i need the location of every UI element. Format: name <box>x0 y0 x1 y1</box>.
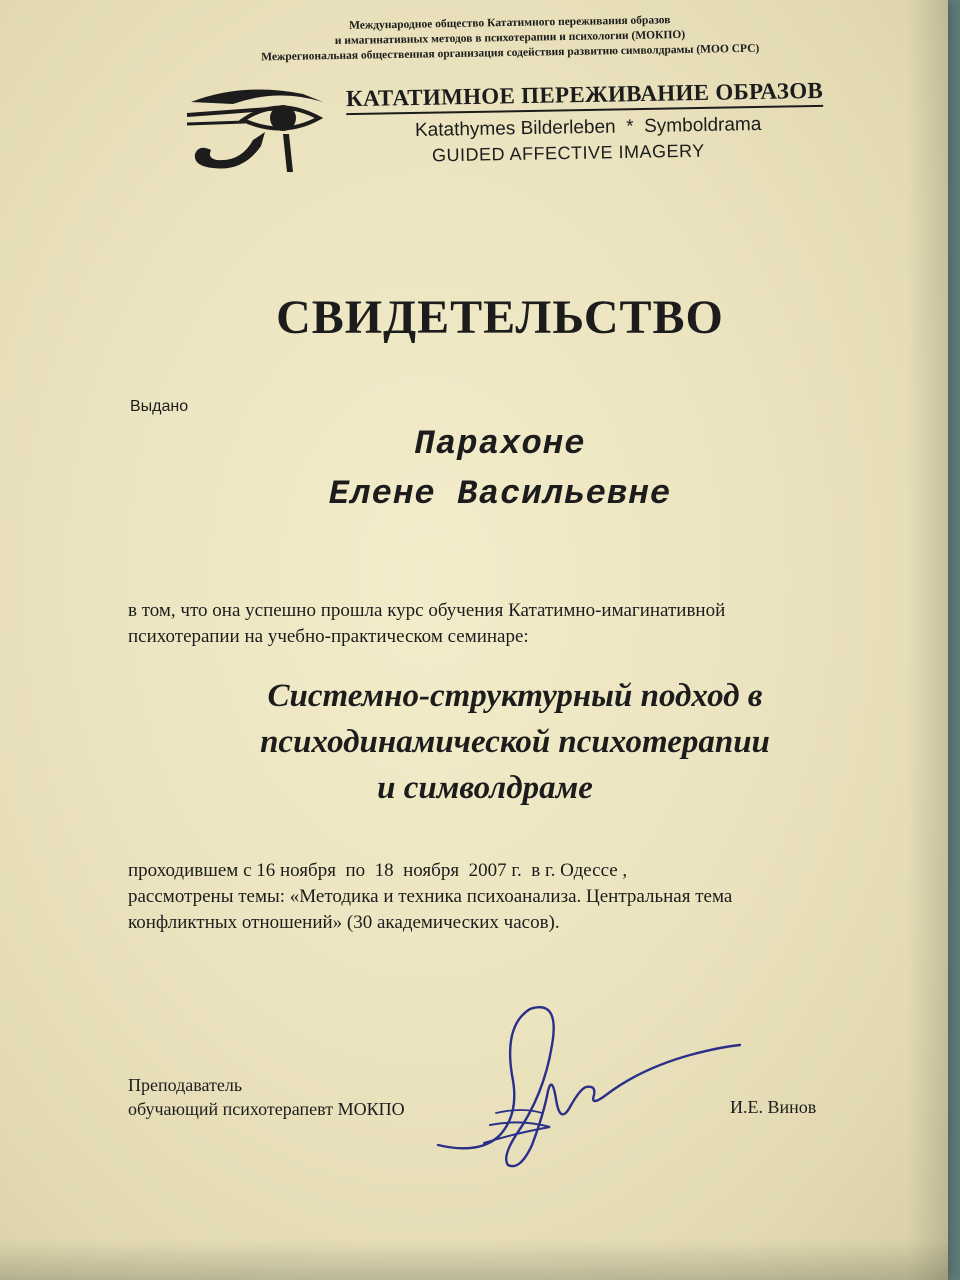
method-subtitle-german: Katathymes Bilderleben * Symboldrama <box>414 113 762 142</box>
teacher-title-line-1: Преподаватель <box>128 1075 243 1095</box>
handwritten-signature <box>420 995 760 1175</box>
page-bottom-shadow <box>0 1240 948 1280</box>
recipient-surname: Парахоне <box>414 426 586 464</box>
course-title-line-1: Системно-структурный подход в <box>267 678 763 714</box>
course-title-line-3: и символдраме <box>377 770 593 806</box>
teacher-title <box>128 1073 405 1121</box>
details-line-3: конфликтных отношений» (30 академических часов). <box>128 912 560 933</box>
completion-statement <box>128 598 888 650</box>
details-line-2: рассмотрены темы: «Методика и техника психоанализа. Центральная тема <box>128 886 733 907</box>
recipient-given-names: Елене Васильевне <box>328 476 672 514</box>
teacher-name: И.Е. Винов <box>730 1097 817 1117</box>
course-details <box>128 858 888 936</box>
statement-line-2: психотерапии на учебно-практическом семинаре: <box>128 626 529 647</box>
org-line-1: Международное общество Кататимного переживания образов <box>348 14 671 32</box>
eye-of-horus-icon <box>183 80 333 180</box>
document-title: СВИДЕТЕЛЬСТВО <box>276 291 724 344</box>
course-title-line-2: психодинамической психотерапии <box>260 724 770 760</box>
method-subtitle-english: GUIDED AFFECTIVE IMAGERY <box>431 140 705 166</box>
recipient-name <box>200 420 800 520</box>
details-line-1: проходившем с 16 ноября по 18 ноября 2007 г. в г. Одессе , <box>128 860 628 881</box>
course-title <box>170 673 860 811</box>
org-line-3: Межрегиональная общественная организация содействия развитию символдрамы (МОО СРС) <box>261 42 760 64</box>
teacher-title-line-2: обучающий психотерапевт МОКПО <box>128 1099 405 1119</box>
page-edge-shadow <box>908 0 948 1280</box>
org-line-2: и имагинативных методов в психотерапии и психологии (МОКПО) <box>334 28 686 48</box>
issued-label: Выдано <box>130 398 189 415</box>
organization-header <box>210 11 811 66</box>
statement-line-1: в том, что она успешно прошла курс обучения Кататимно-имагинативной <box>128 600 726 621</box>
method-title: КАТАТИМНОЕ ПЕРЕЖИВАНИЕ ОБРАЗОВ <box>346 78 824 115</box>
